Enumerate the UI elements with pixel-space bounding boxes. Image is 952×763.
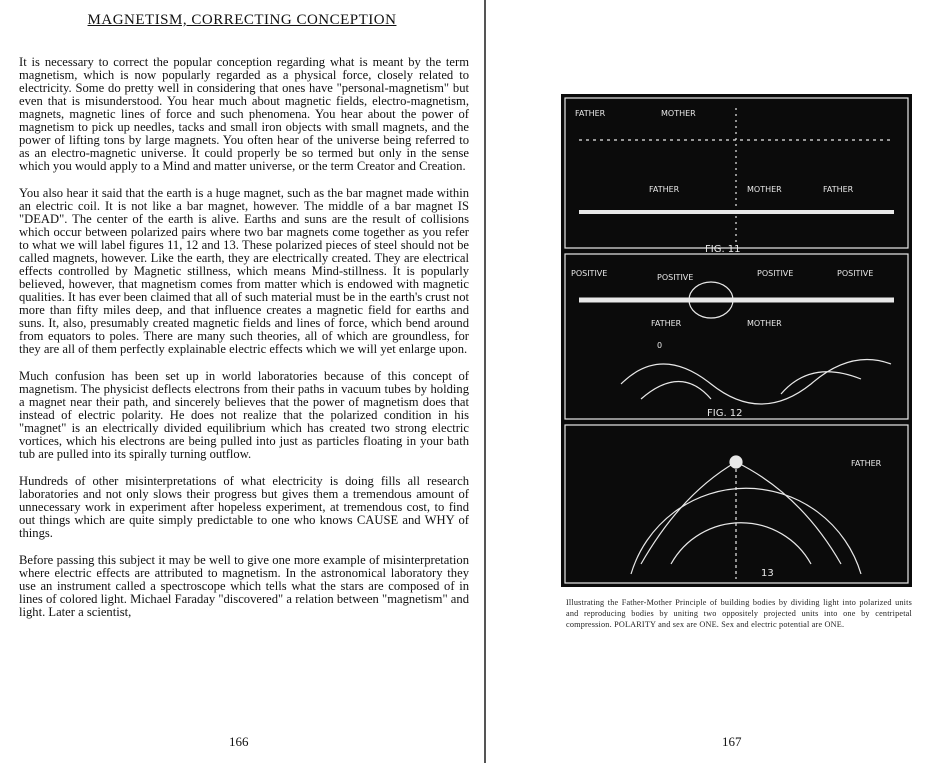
figure-label: 13 xyxy=(761,568,774,579)
middle-panel-frame xyxy=(565,254,908,419)
field-curve xyxy=(641,382,711,400)
plate-label: MOTHER xyxy=(747,185,782,194)
field-curve xyxy=(621,360,891,405)
paragraph: Before passing this subject it may be well to give one more example of misinterpretation where electric effects are attributed to magnetism. In the astronomical laboratory they use an instrument called a spectroscope which tells what the stars are composed of in lines of colored light. Michael Faraday "discovered" a relation between "magnetism" and light. Later a scientist, xyxy=(19,553,469,619)
plate-label: MOTHER xyxy=(661,109,696,118)
plate-label: FATHER xyxy=(651,319,682,328)
plate-label: FATHER xyxy=(823,185,854,194)
illustration-svg xyxy=(561,94,912,587)
paragraph: Hundreds of other misinterpretations of what electricity is doing fills all research laboratories and not only slows their progress but gives them a tremendous amount of unnecessary work in experiment after hopeless experiment, at tremendous cost, to find out things which are quite simply predictable to one who knows CAUSE and WHY of things. xyxy=(19,474,469,540)
figure-label: FIG. 11 xyxy=(705,244,741,255)
radiating-arc xyxy=(736,462,841,564)
plate-label: POSITIVE xyxy=(571,269,608,278)
plate-label: POSITIVE xyxy=(837,269,874,278)
plate-label: FATHER xyxy=(649,185,680,194)
figure-caption: Illustrating the Father-Mother Principle of building bodies by dividing light into polarized units and reproducing bodies by uniting two oppositely projected units into one by centripetal compression. POLARITY and sex are ONE. Sex and electric potential are ONE. xyxy=(566,598,912,629)
plate-label: FATHER xyxy=(851,459,882,468)
orbit-arc xyxy=(671,523,811,564)
page-number-right: 167 xyxy=(722,734,742,749)
paragraph: You also hear it said that the earth is a huge magnet, such as the bar magnet made within an electric coil. It is not like a bar magnet, however. The middle of a bar magnet IS "DEAD". The center of the earth is alive. Earths and suns are the result of collisions which occur between polarized pairs where two bar magnets come together as you refer to what we will label figures 11, 12 and 13. These polarized pieces of steel should not be called magnets, however. Like the earth, they are electrically created. They are electrical effects controlled by Magnetic stillness, which means Mind-stillness. It is popularly believed, however, that magnetism comes from matter which is endowed with magnetic qualities. It has ever been claimed that all of such material must be in the earth's crust not more than fifty miles deep, and that influence creates a magnetic field for earths and suns. It, also, presumably created magnetic fields and lines of force, which bend around from equators to poles. There are many such theories, all of which are groundless, for they are all of them perfectly explainable electric effects which we will yet enlarge upon. xyxy=(19,186,469,356)
figure-label: FIG. 12 xyxy=(707,408,743,419)
paragraph: Much confusion has been set up in world laboratories because of this concept of magnetism. The physicist deflects electrons from their paths in vacuum tubes by holding a magnet near their path, and sincerely believes that the power of magnetism does that instead of electric polarity. He does not realize that the polarized condition in his "magnet" is an electrically divided equilibrium which has created two strong electric vortices, which his electrons are being pulled into just as particles floating in your bath tub are pulled into its spirally turning outflow. xyxy=(19,369,469,461)
orbit-arc xyxy=(631,488,861,574)
plate-label: 0 xyxy=(657,341,663,350)
radiating-arc xyxy=(641,462,736,564)
field-curve xyxy=(781,372,861,394)
plate-label: POSITIVE xyxy=(757,269,794,278)
page-title: MAGNETISM, CORRECTING CONCEPTION xyxy=(87,12,397,28)
paragraph: It is necessary to correct the popular conception regarding what is meant by the term magnetism, which is now popularly regarded as a physical force, closely related to electricity. Some do pretty well in considering that ones have "personal-magnetism" but even that is misunderstood. You hear much about magnetic fields, electro-magnetism, magnets, magnetic lines of force and such phenomena. You hear about the power of magnetism to pick up needles, tacks and small iron objects with small magnets, and the power of lifting tons by large magnets. You often hear of the universe being referred to as an electro-magnetic universe. It could properly be so termed but only in the sense which you would apply to a Mind and matter universe, or the term Creator and Creation. xyxy=(19,55,469,173)
right-page xyxy=(486,0,952,763)
illustration-plate xyxy=(561,94,912,587)
plate-label: FATHER xyxy=(575,109,606,118)
page-number-left: 166 xyxy=(229,734,249,749)
plate-label: MOTHER xyxy=(747,319,782,328)
plate-label: POSITIVE xyxy=(657,273,694,282)
body-text xyxy=(19,56,469,633)
